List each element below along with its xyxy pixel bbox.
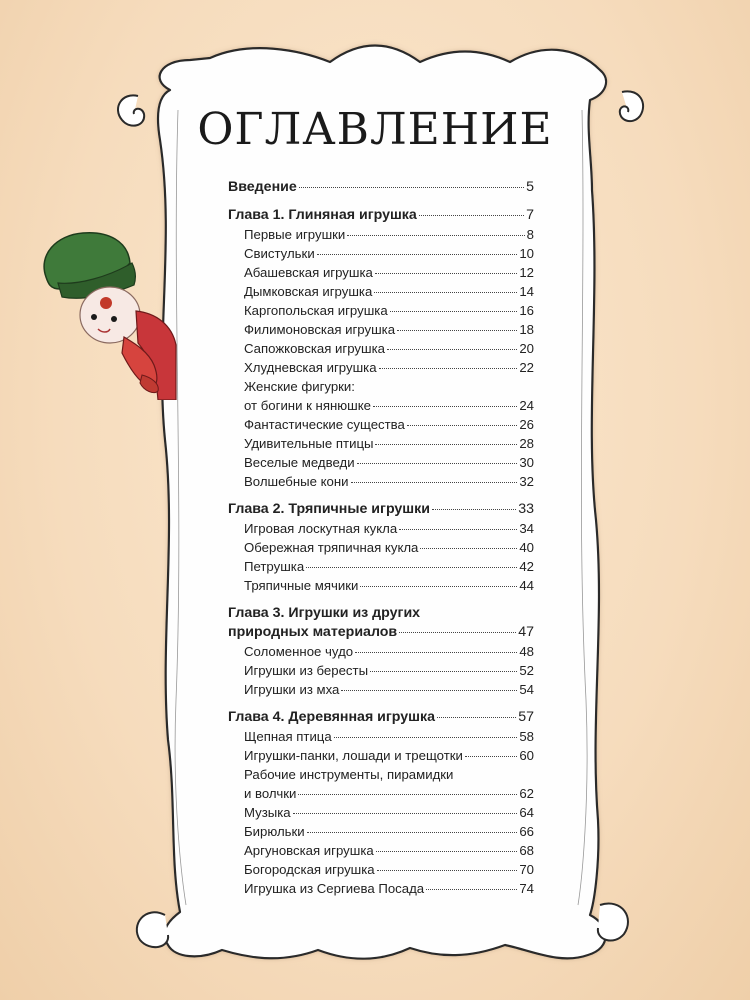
toc-page-number: 34 xyxy=(519,521,534,536)
toc-dot-leader xyxy=(317,253,518,255)
toc-page-number: 12 xyxy=(519,265,534,280)
toc-page-number: 60 xyxy=(519,748,534,763)
toc-dot-leader xyxy=(355,651,517,653)
toc-page-number: 24 xyxy=(519,398,534,413)
toc-entry-title: Обережная тряпичная кукла xyxy=(244,540,419,555)
toc-entry-row[interactable] xyxy=(228,434,534,453)
toy-eye-right xyxy=(111,316,117,322)
toc-entry-title: Филимоновская игрушка xyxy=(244,322,396,337)
toc-entry-row[interactable] xyxy=(228,358,534,377)
toc-entry-row[interactable] xyxy=(228,244,534,263)
toc-dot-leader xyxy=(397,329,517,331)
toc-entry-row[interactable] xyxy=(228,453,534,472)
toc-chapter-row[interactable] xyxy=(228,178,534,197)
toc-chapter-title: Глава 4. Деревянная игрушка xyxy=(228,709,435,725)
toc-entry-title: Музыка xyxy=(244,805,291,820)
toc-page-number: 16 xyxy=(519,303,534,318)
toc-chapter-row[interactable] xyxy=(228,708,534,727)
toc-entry-row[interactable] xyxy=(228,803,534,822)
toc-page-number: 18 xyxy=(519,322,534,337)
toc-dot-leader xyxy=(376,850,518,852)
toc-dot-leader xyxy=(432,508,516,510)
toc-section-gap xyxy=(228,699,534,708)
toc-dot-leader xyxy=(377,869,518,871)
toc-entry-row[interactable] xyxy=(228,301,534,320)
toc-entry-row[interactable] xyxy=(228,263,534,282)
toc-entry-row[interactable] xyxy=(228,841,534,860)
toc-dot-leader xyxy=(379,367,518,369)
toc-dot-leader xyxy=(465,755,517,757)
toc-entry-row[interactable] xyxy=(228,282,534,301)
toc-dot-leader xyxy=(419,214,524,216)
toy-face xyxy=(80,287,140,343)
toc-entry-row[interactable] xyxy=(228,576,534,595)
toy-eye-left xyxy=(91,314,97,320)
toc-dot-leader xyxy=(399,631,516,633)
toc-entry-title: Сапожковская игрушка xyxy=(244,341,385,356)
toc-entry-title: Игрушки из бересты xyxy=(244,663,369,678)
toc-entry-title: Фантастические существа xyxy=(244,417,405,432)
flourish-bottom-left xyxy=(137,912,168,947)
toc-entry-title: Аргуновская игрушка xyxy=(244,843,374,858)
toc-chapter-row[interactable] xyxy=(228,500,534,519)
toc-page-number: 48 xyxy=(519,644,534,659)
toc-chapter-title: Глава 1. Глиняная игрушка xyxy=(228,207,417,223)
toc-entry-title: Тряпичные мячики xyxy=(244,578,359,593)
toc-page-number: 30 xyxy=(519,455,534,470)
toc-dot-leader xyxy=(437,716,516,718)
toc-dot-leader xyxy=(407,424,517,426)
toc-entry-title: Свистульки xyxy=(244,246,315,261)
toc-entry-title: и волчки xyxy=(244,786,297,801)
toc-dot-leader xyxy=(299,186,524,188)
toc-page-number: 47 xyxy=(518,624,534,640)
toc-entry-row[interactable] xyxy=(228,765,534,784)
toc-entry-row[interactable] xyxy=(228,519,534,538)
toc-dot-leader xyxy=(341,689,517,691)
toc-chapter-row[interactable] xyxy=(228,604,534,623)
toc-entry-title: Удивительные птицы xyxy=(244,436,374,451)
toc-entry-title: Игрушки из мха xyxy=(244,682,340,697)
toc-dot-leader xyxy=(360,585,517,587)
toc-dot-leader xyxy=(399,528,517,530)
toc-page-number: 74 xyxy=(519,881,534,896)
toc-dot-leader xyxy=(375,272,517,274)
toc-entry-title: Первые игрушки xyxy=(244,227,346,242)
table-of-contents xyxy=(228,178,534,898)
toc-entry-row[interactable] xyxy=(228,538,534,557)
toc-entry-row[interactable] xyxy=(228,680,534,699)
toc-chapter-title: Введение xyxy=(228,179,297,195)
toc-entry-title: Игрушки-панки, лошади и трещотки xyxy=(244,748,463,763)
toc-page-number: 33 xyxy=(518,501,534,517)
toc-chapter-title: Глава 2. Тряпичные игрушки xyxy=(228,501,430,517)
toc-entry-title: Петрушка xyxy=(244,559,305,574)
toc-page-number: 40 xyxy=(519,540,534,555)
toc-section-gap xyxy=(228,595,534,604)
toc-dot-leader xyxy=(387,348,517,350)
toc-page-number: 52 xyxy=(519,663,534,678)
toc-page-number: 70 xyxy=(519,862,534,877)
toc-entry-title: от богини к нянюшке xyxy=(244,398,371,413)
toc-entry-row[interactable] xyxy=(228,822,534,841)
toy-cheek xyxy=(100,297,112,309)
toc-page-number: 57 xyxy=(518,709,534,725)
toc-page-number: 8 xyxy=(526,227,534,242)
toc-dot-leader xyxy=(334,736,518,738)
toc-page-number: 7 xyxy=(526,207,534,223)
toc-entry-row[interactable] xyxy=(228,225,534,244)
page-title: ОГЛАВЛЕНИЕ xyxy=(197,104,553,156)
toc-entry-title: Хлудневская игрушка xyxy=(244,360,377,375)
toc-page-number: 58 xyxy=(519,729,534,744)
toc-entry-row[interactable] xyxy=(228,860,534,879)
toc-dot-leader xyxy=(306,566,517,568)
toc-page-number: 44 xyxy=(519,578,534,593)
toc-page-number: 28 xyxy=(519,436,534,451)
toy-figure-illustration xyxy=(38,225,178,400)
toc-page-number: 64 xyxy=(519,805,534,820)
toc-entry-title: Веселые медведи xyxy=(244,455,355,470)
toc-dot-leader xyxy=(374,291,517,293)
toc-dot-leader xyxy=(426,888,517,890)
toc-chapter-title: природных материалов xyxy=(228,624,398,640)
toc-dot-leader xyxy=(293,812,518,814)
toc-page-number: 32 xyxy=(519,474,534,489)
toc-entry-row[interactable] xyxy=(228,727,534,746)
toc-entry-row[interactable] xyxy=(228,746,534,765)
toc-entry-row[interactable] xyxy=(228,557,534,576)
toc-page-number: 54 xyxy=(519,682,534,697)
toc-entry-row[interactable] xyxy=(228,339,534,358)
toc-page-number: 68 xyxy=(519,843,534,858)
toc-entry-row[interactable] xyxy=(228,879,534,898)
toc-dot-leader xyxy=(351,481,518,483)
toc-dot-leader xyxy=(390,310,518,312)
toc-page-number: 20 xyxy=(519,341,534,356)
toc-entry-title: Женские фигурки: xyxy=(244,379,355,394)
toc-page-number: 26 xyxy=(519,417,534,432)
toc-entry-title: Соломенное чудо xyxy=(244,644,354,659)
toc-entry-title: Рабочие инструменты, пирамидки xyxy=(244,767,454,782)
toc-entry-title: Игровая лоскутная кукла xyxy=(244,521,398,536)
toc-entry-row[interactable] xyxy=(228,661,534,680)
toc-page-number: 42 xyxy=(519,559,534,574)
toc-entry-row[interactable] xyxy=(228,320,534,339)
toc-page-number: 66 xyxy=(519,824,534,839)
toc-dot-leader xyxy=(370,670,517,672)
toc-section-gap xyxy=(228,197,534,206)
toc-section-gap xyxy=(228,491,534,500)
toc-entry-title: Богородская игрушка xyxy=(244,862,375,877)
toc-page-number: 62 xyxy=(519,786,534,801)
toc-page-number: 10 xyxy=(519,246,534,261)
toc-dot-leader xyxy=(420,547,517,549)
toc-entry-title: Абашевская игрушка xyxy=(244,265,373,280)
toc-entry-row[interactable] xyxy=(228,396,534,415)
toc-entry-row[interactable] xyxy=(228,472,534,491)
toc-dot-leader xyxy=(375,443,517,445)
toc-dot-leader xyxy=(347,234,524,236)
toc-entry-title: Каргопольская игрушка xyxy=(244,303,388,318)
toc-entry-row[interactable] xyxy=(228,415,534,434)
toc-entry-title: Бирюльки xyxy=(244,824,305,839)
toc-dot-leader xyxy=(298,793,517,795)
flourish-bottom-right xyxy=(598,904,628,941)
toc-dot-leader xyxy=(373,405,517,407)
toc-entry-title: Волшебные кони xyxy=(244,474,349,489)
toc-page-number: 22 xyxy=(519,360,534,375)
toc-entry-row[interactable] xyxy=(228,784,534,803)
toc-entry-title: Игрушка из Сергиева Посада xyxy=(244,881,425,896)
toc-entry-title: Дымковская игрушка xyxy=(244,284,373,299)
toc-dot-leader xyxy=(357,462,518,464)
toc-entry-row[interactable] xyxy=(228,642,534,661)
toc-entry-title: Щепная птица xyxy=(244,729,332,744)
toc-page-number: 5 xyxy=(526,179,534,195)
toc-chapter-row[interactable] xyxy=(228,623,534,642)
toc-page-number: 14 xyxy=(519,284,534,299)
toc-dot-leader xyxy=(307,831,518,833)
toc-chapter-title: Глава 3. Игрушки из других xyxy=(228,605,421,621)
toc-chapter-row[interactable] xyxy=(228,206,534,225)
toc-entry-row[interactable] xyxy=(228,377,534,396)
